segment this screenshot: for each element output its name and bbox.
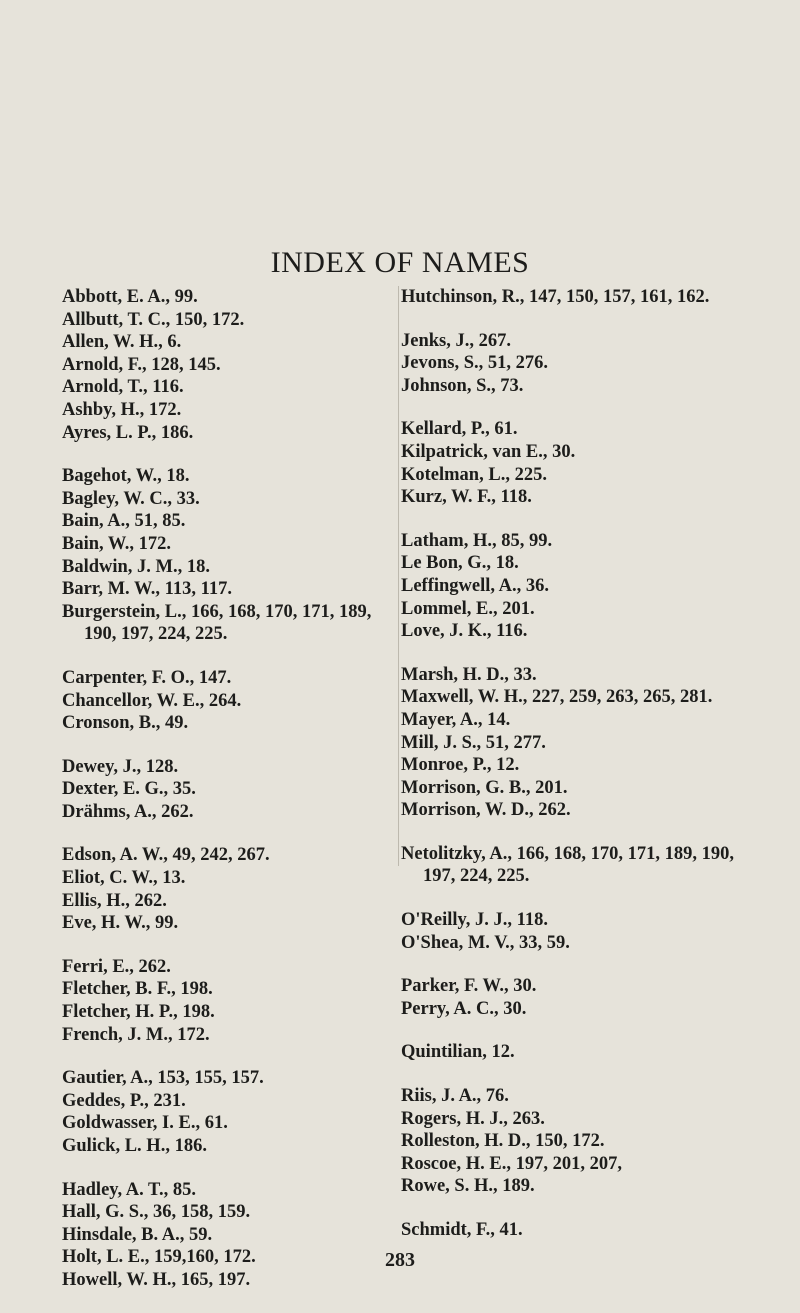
index-group — [401, 909, 746, 954]
index-entry: Cronson, B., 49. — [62, 713, 189, 734]
index-group — [401, 418, 746, 508]
index-entry: Bagley, W. C., 33. — [62, 488, 200, 509]
index-entry: Kurz, W. F., 118. — [401, 487, 532, 508]
index-entry: O'Reilly, J. J., 118. — [401, 910, 548, 931]
index-entry: Riis, J. A., 76. — [401, 1086, 509, 1107]
index-group — [401, 330, 746, 398]
index-entry: Mayer, A., 14. — [401, 709, 511, 730]
index-entry: Parker, F. W., 30. — [401, 976, 537, 997]
index-entry: Ellis, H., 262. — [62, 890, 167, 911]
index-entry: Perry, A. C., 30. — [401, 998, 527, 1019]
index-entry: Arnold, T., 116. — [62, 377, 184, 398]
index-entry: Monroe, P., 12. — [401, 755, 520, 776]
index-entry: Burgerstein, L., 166, 168, 170, 171, 189, 190, 197, 224, 225. — [62, 601, 372, 645]
index-entry: Latham, H., 85, 99. — [401, 530, 553, 551]
index-group — [62, 756, 392, 824]
index-entry: Dewey, J., 128. — [62, 756, 179, 777]
index-entry: Mill, J. S., 51, 277. — [401, 732, 546, 753]
index-entry: Ayres, L. P., 186. — [62, 422, 194, 443]
index-entry: Baldwin, J. M., 18. — [62, 556, 211, 577]
index-entry: Goldwasser, I. E., 61. — [62, 1113, 228, 1134]
index-column-left — [62, 286, 392, 1313]
page-number: 283 — [385, 1249, 415, 1271]
index-entry: Eve, H. W., 99. — [62, 913, 179, 934]
index-entry: Allbutt, T. C., 150, 172. — [62, 309, 245, 330]
index-entry: Holt, L. E., 159,160, 172. — [62, 1247, 256, 1268]
index-group — [62, 667, 392, 735]
index-group — [401, 1085, 746, 1198]
index-entry: Ashby, H., 172. — [62, 399, 182, 420]
index-entry: Marsh, H. D., 33. — [401, 664, 537, 685]
index-group — [401, 843, 746, 888]
page-title: INDEX OF NAMES — [270, 246, 530, 280]
index-group — [401, 286, 746, 309]
index-entry: Gautier, A., 153, 155, 157. — [62, 1068, 264, 1089]
index-entry: Chancellor, W. E., 264. — [62, 690, 242, 711]
index-entry: Kellard, P., 61. — [401, 419, 518, 440]
index-entry: Dexter, E. G., 35. — [62, 779, 196, 800]
index-column-right — [398, 286, 746, 1240]
index-entry: Kotelman, L., 225. — [401, 464, 547, 485]
index-entry: Bain, A., 51, 85. — [62, 511, 186, 532]
index-entry: Geddes, P., 231. — [62, 1090, 186, 1111]
index-entry: Eliot, C. W., 13. — [62, 868, 186, 889]
index-entry: Fletcher, H. P., 198. — [62, 1002, 215, 1023]
index-group — [401, 530, 746, 643]
index-entry: Netolitzky, A., 166, 168, 170, 171, 189, 190, 197, 224, 225. — [401, 843, 734, 887]
index-entry: Drähms, A., 262. — [62, 801, 194, 822]
index-entry: Hadley, A. T., 85. — [62, 1179, 196, 1200]
index-entry: Abbott, E. A., 99. — [62, 287, 198, 307]
index-entry: Quintilian, 12. — [401, 1042, 515, 1063]
index-entry: Morrison, W. D., 262. — [401, 800, 571, 821]
index-entry: Roscoe, H. E., 197, 201, 207, — [401, 1153, 622, 1174]
index-group — [401, 1219, 746, 1242]
index-group — [62, 844, 392, 934]
index-group — [62, 956, 392, 1046]
index-entry: Le Bon, G., 18. — [401, 553, 519, 574]
index-entry: Arnold, F., 128, 145. — [62, 354, 221, 375]
index-entry: Leffingwell, A., 36. — [401, 575, 549, 596]
index-group — [62, 1067, 392, 1157]
index-group — [401, 664, 746, 822]
index-entry: Howell, W. H., 165, 197. — [62, 1269, 251, 1290]
index-entry: Barr, M. W., 113, 117. — [62, 579, 232, 600]
index-entry: Rolleston, H. D., 150, 172. — [401, 1131, 605, 1152]
index-entry: Gulick, L. H., 186. — [62, 1136, 207, 1156]
index-entry: Edson, A. W., 49, 242, 267. — [62, 845, 270, 866]
index-entry: Bain, W., 172. — [62, 533, 171, 554]
index-group — [62, 1179, 392, 1292]
index-entry: Rogers, H. J., 263. — [401, 1108, 545, 1129]
index-entry: O'Shea, M. V., 33, 59. — [401, 932, 570, 953]
index-entry: Love, J. K., 116. — [401, 621, 528, 642]
index-entry: Hinsdale, B. A., 59. — [62, 1224, 213, 1245]
index-entry: Morrison, G. B., 201. — [401, 777, 568, 798]
index-entry: Carpenter, F. O., 147. — [62, 667, 232, 688]
index-entry: French, J. M., 172. — [62, 1024, 210, 1045]
index-entry: Ferri, E., 262. — [62, 956, 171, 977]
index-entry: Jevons, S., 51, 276. — [401, 353, 548, 374]
index-group — [401, 1041, 746, 1064]
index-entry: Lommel, E., 201. — [401, 598, 535, 619]
index-group — [62, 286, 392, 444]
index-entry: Hall, G. S., 36, 158, 159. — [62, 1202, 251, 1223]
index-entry: Bagehot, W., 18. — [62, 466, 190, 487]
index-entry: Kilpatrick, van E., 30. — [401, 441, 576, 462]
index-entry: Hutchinson, R., 147, 150, 157, 161, 162. — [401, 287, 710, 307]
index-entry: Schmidt, F., 41. — [401, 1220, 523, 1240]
index-entry: Jenks, J., 267. — [401, 330, 511, 351]
index-entry: Allen, W. H., 6. — [62, 332, 182, 353]
index-entry: Fletcher, B. F., 198. — [62, 979, 213, 1000]
index-group — [401, 975, 746, 1020]
index-entry: Rowe, S. H., 189. — [401, 1176, 535, 1197]
index-entry: Johnson, S., 73. — [401, 375, 524, 396]
index-entry: Maxwell, W. H., 227, 259, 263, 265, 281. — [401, 687, 713, 708]
index-group — [62, 465, 392, 646]
